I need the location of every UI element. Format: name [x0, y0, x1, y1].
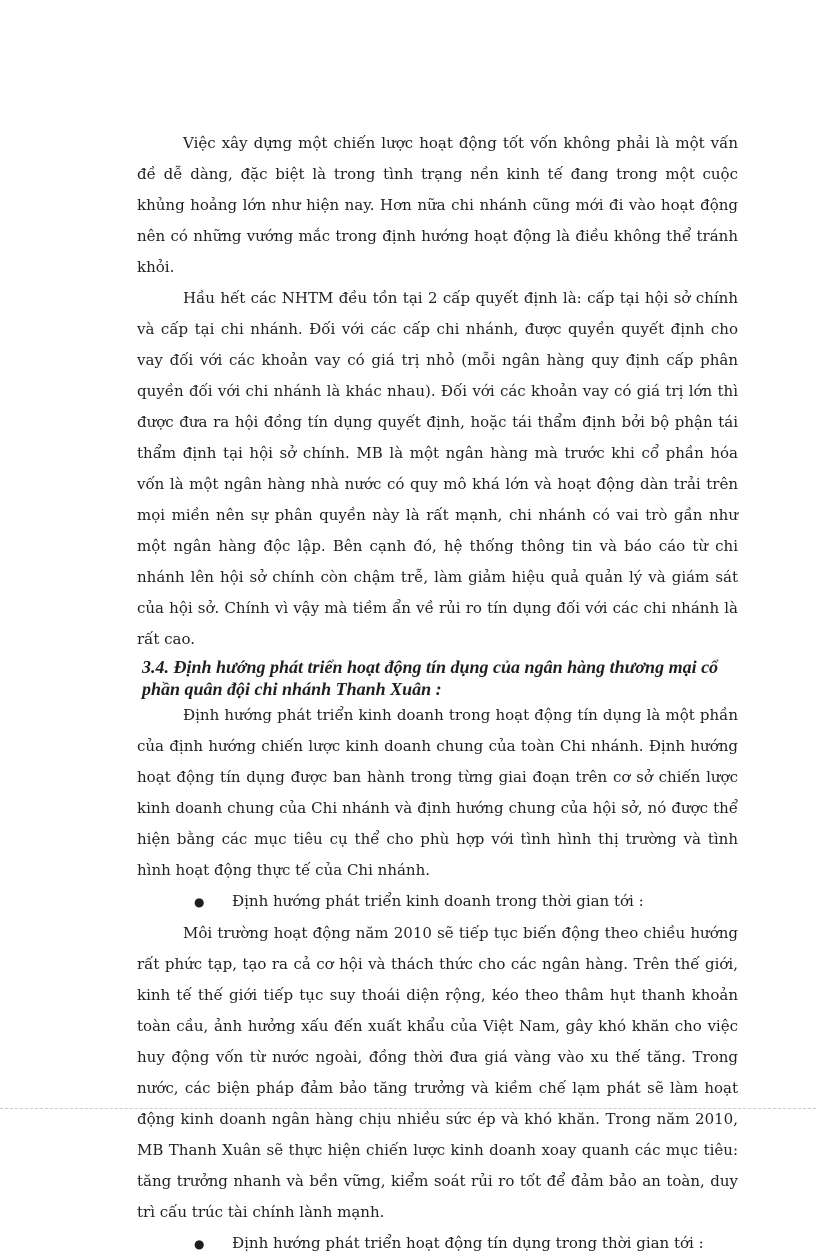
paragraph-credit-orientation: Định hướng phát triển kinh doanh trong hoạt động tín dụng là một phần của định hướng chiến lược kinh doanh chung của toàn Chi nhánh. Định hướng hoạt động tín dụng được ban hành trong từng giai đoạn trên cơ sở chiến lược kinh doanh chung của Chi nhánh và định hướng chung của hội sở, nó được thể hiện bằng các mục tiêu cụ thể cho phù hợp với tình hình thị trường và tình hình hoạt động thực tế của Chi nhánh. — [137, 706, 738, 879]
bullet-credit-orientation — [137, 1228, 738, 1260]
bullet-business-orientation — [137, 886, 738, 918]
paragraph-decision-levels: Hầu hết các NHTM đều tồn tại 2 cấp quyết định là: cấp tại hội sở chính và cấp tại chi nhánh. Đối với các cấp chi nhánh, được quyền quyết định cho vay đối với các khoản vay có giá trị nhỏ (mỗi ngân hàng quy định cấp phân quyền đối với chi nhánh là khác nhau). Đối với các khoản vay có giá trị lớn thì được đưa ra hội đồng tín dụng quyết định, hoặc tái thẩm định bởi bộ phận tái thẩm định tại hội sở chính. MB là một ngân hàng mà trước khi cổ phần hóa vốn là một ngân hàng nhà nước có quy mô khá lớn và hoạt động dàn trải trên mọi miền nên sự phân quyền này là rất mạnh, chi nhánh có vai trò gần như một ngân hàng độc lập. Bên cạnh đó, hệ thống thông tin và báo cáo từ chi nhánh lên hội sở chính còn chậm trễ, làm giảm hiệu quả quản lý và giám sát của hội sở. Chính vì vậy mà tiềm ẩn về rủi ro tín dụng đối với các chi nhánh là rất cao. — [137, 289, 738, 648]
page-bottom-divider — [0, 1108, 816, 1109]
document-body — [137, 128, 738, 1260]
paragraph-operating-environment: Môi trường hoạt động năm 2010 sẽ tiếp tục biến động theo chiều hướng rất phức tạp, tạo ra cả cơ hội và thách thức cho các ngân hàng. Trên thế giới, kinh tế thế giới tiếp tục suy thoái diện rộng, kéo theo thâm hụt thanh khoản toàn cầu, ảnh hưởng xấu đến xuất khẩu của Việt Nam, gây khó khăn cho việc huy động vốn từ nước ngoài, đồng thời đưa giá vàng vào xu thế tăng. Trong nước, các biện pháp đảm bảo tăng trưởng và kiềm chế lạm phát sẽ làm hoạt động kinh doanh ngân hàng chịu nhiều sức ép và khó khăn. Trong năm 2010, MB Thanh Xuân sẽ thực hiện chiến lược kinh doanh xoay quanh các mục tiêu: tăng trưởng nhanh và bền vững, kiểm soát rủi ro tốt để đảm bảo an toàn, duy trì cấu trúc tài chính lành mạnh. — [137, 924, 738, 1221]
bullet-dot-icon: ● — [194, 1237, 205, 1251]
paragraph-strategy-difficulty: Việc xây dựng một chiến lược hoạt động tốt vốn không phải là một vấn đề dễ dàng, đặc biệt là trong tình trạng nền kinh tế đang trong một cuộc khủng hoảng lớn như hiện nay. Hơn nữa chi nhánh cũng mới đi vào hoạt động nên có những vướng mắc trong định hướng hoạt động là điều không thể tránh khỏi. — [137, 134, 738, 276]
bullet-business-orientation-text: Định hướng phát triển kinh doanh trong thời gian tới : — [232, 892, 644, 910]
bullet-credit-orientation-text: Định hướng phát triển hoạt động tín dụng trong thời gian tới : — [232, 1234, 704, 1252]
bullet-dot-icon: ● — [194, 895, 205, 909]
section-heading-3-4: 3.4. Định hướng phát triển hoạt động tín dụng của ngân hàng thương mại cổ phần quân đội chi nhánh Thanh Xuân : — [142, 657, 719, 699]
